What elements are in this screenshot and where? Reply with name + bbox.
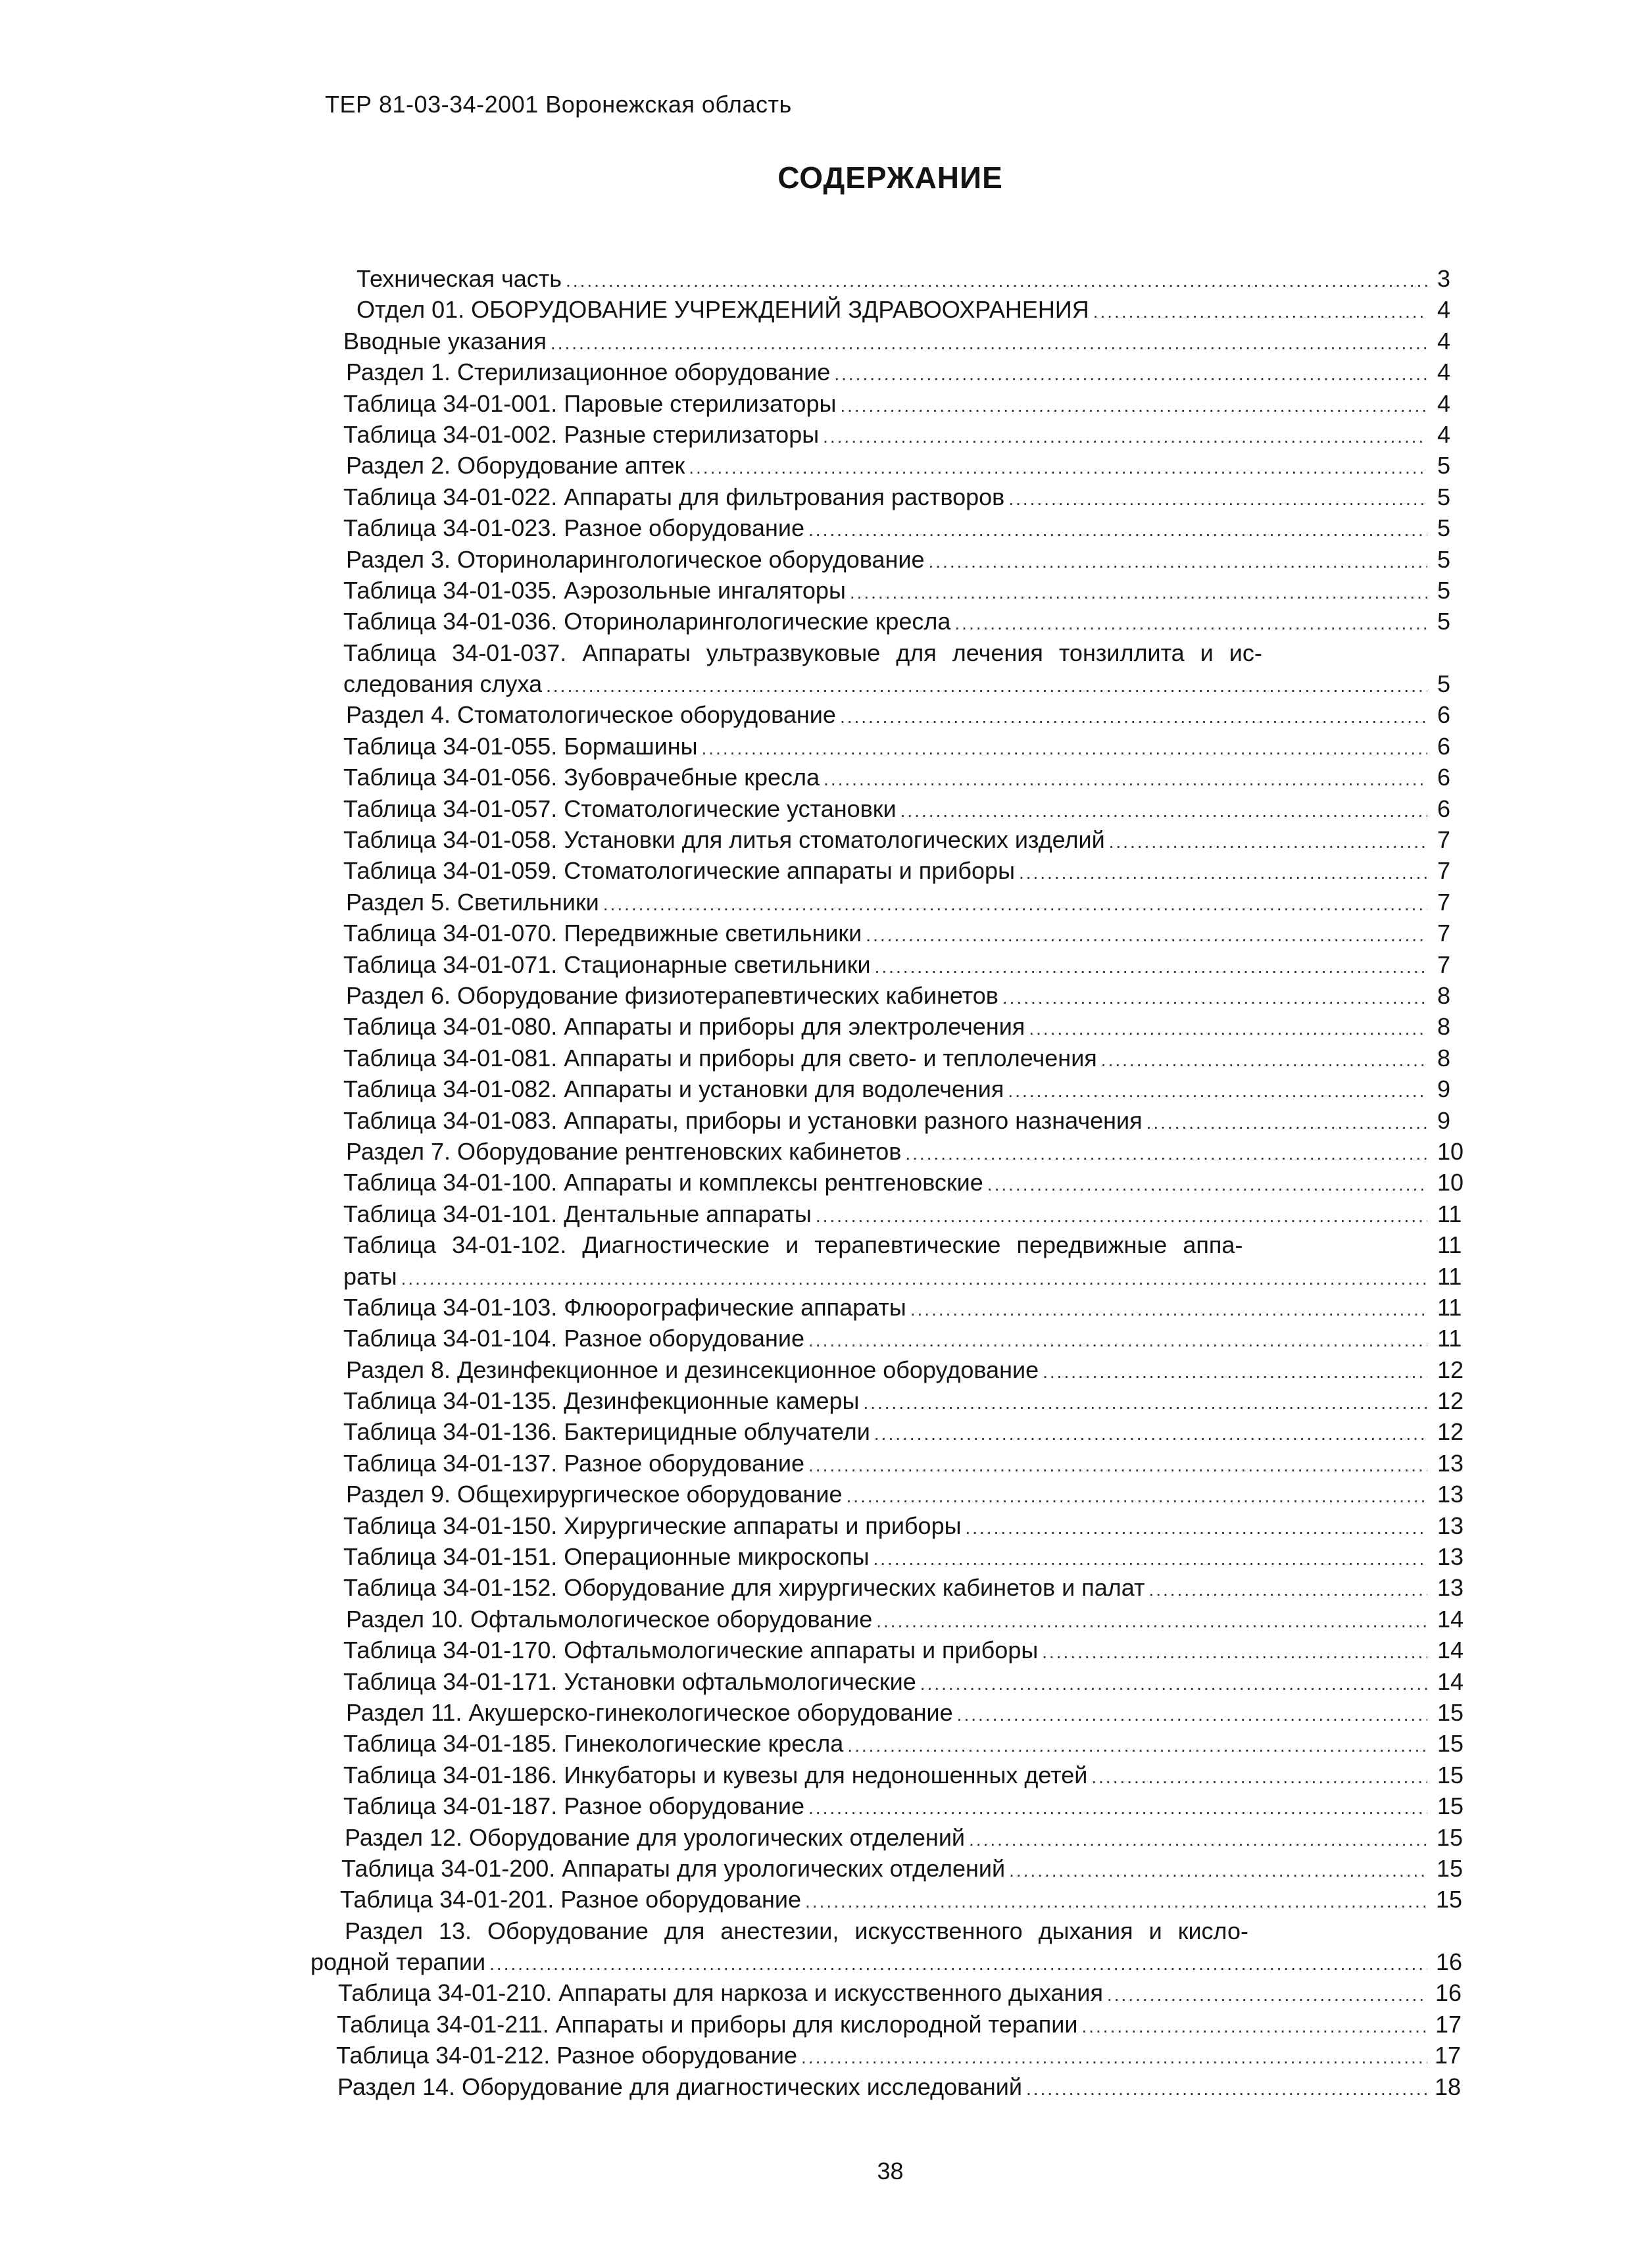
dot-leader	[987, 1169, 1427, 1200]
toc-entry[interactable]	[309, 2040, 1493, 2071]
toc-entry-page: 6	[1437, 762, 1483, 793]
toc-entry-page: 16	[1436, 1946, 1482, 1977]
toc-entry[interactable]	[309, 1541, 1493, 1572]
dot-leader	[808, 514, 1427, 545]
dot-leader	[808, 1792, 1427, 1823]
toc-entry-line	[309, 1915, 1493, 1946]
toc-entry[interactable]	[309, 668, 1493, 699]
toc-entry[interactable]	[309, 1635, 1493, 1665]
toc-entry-label: Таблица 34-01-002. Разные стерилизаторы	[343, 419, 823, 450]
toc-entry-page: 13	[1437, 1572, 1483, 1603]
toc-entry[interactable]	[309, 824, 1493, 855]
toc-entry-label: Отдел 01. ОБОРУДОВАНИЕ УЧРЕЖДЕНИЙ ЗДРАВООХРАНЕНИЯ	[357, 294, 1093, 325]
toc-entry-page: 5	[1437, 544, 1483, 575]
toc-entry-label: Раздел 12. Оборудование для урологических отделений	[345, 1822, 969, 1853]
toc-entry-page: 5	[1437, 668, 1483, 699]
toc-entry[interactable]	[309, 357, 1493, 387]
toc-entry-page: 7	[1437, 887, 1483, 918]
toc-entry[interactable]	[309, 762, 1493, 793]
toc-entry-label: Таблица 34-01-152. Оборудование для хирургических кабинетов и палат	[343, 1572, 1148, 1603]
toc-entry[interactable]	[309, 419, 1493, 450]
dot-leader	[834, 358, 1427, 389]
toc-entry-page: 7	[1437, 824, 1483, 855]
toc-entry[interactable]	[309, 1198, 1493, 1229]
toc-entry-page: 14	[1437, 1635, 1483, 1665]
dot-leader	[929, 546, 1428, 577]
dot-leader	[1146, 1107, 1427, 1138]
toc-entry-page: 5	[1437, 575, 1483, 606]
dot-leader	[546, 670, 1427, 701]
toc-entry-label: Раздел 11. Акушерско-гинекологическое оборудование	[346, 1697, 957, 1728]
toc-entry-label: Таблица 34-01-200. Аппараты для урологических отделений	[341, 1853, 1009, 1884]
toc-entry-page: 13	[1437, 1448, 1483, 1479]
toc-entry[interactable]	[309, 2009, 1493, 2040]
toc-entry[interactable]	[309, 388, 1493, 419]
toc-entry-label: Раздел 14. Оборудование для диагностических исследований	[337, 2071, 1026, 2102]
toc-entry-page: 4	[1437, 388, 1483, 419]
toc-entry-label: Таблица 34-01-210. Аппараты для наркоза и искусственного дыхания	[338, 1977, 1107, 2008]
toc-entry-page: 11	[1437, 1323, 1483, 1354]
dot-leader	[863, 1387, 1427, 1418]
toc-entry-page: 5	[1437, 481, 1483, 512]
toc-entry-page: 4	[1437, 294, 1483, 325]
toc-entry-page: 4	[1437, 326, 1483, 357]
toc-entry-page: 15	[1437, 1697, 1483, 1728]
dot-leader	[957, 1699, 1427, 1730]
toc-entry-page: 6	[1437, 731, 1483, 762]
toc-entry-page: 15	[1437, 1790, 1483, 1821]
toc-entry-page: 6	[1437, 699, 1483, 730]
document-header: ТЕР 81-03-34-2001 Воронежская область	[325, 91, 792, 118]
dot-leader	[840, 390, 1427, 421]
toc-entry-label: Таблица 34-01-080. Аппараты и приборы для электролечения	[343, 1011, 1029, 1042]
toc-entry-label: родной терапии	[310, 1946, 489, 1977]
toc-entry-label: Таблица 34-01-102. Диагностические и терапевтические передвижные аппа-	[343, 1231, 1243, 1259]
toc-entry-page: 8	[1437, 1011, 1483, 1042]
toc-entry-label: Таблица 34-01-171. Установки офтальмологические	[343, 1666, 920, 1697]
toc-entry[interactable]	[309, 1261, 1493, 1292]
toc-entry-label: Таблица 34-01-151. Операционные микроскопы	[343, 1541, 873, 1572]
dot-leader	[920, 1668, 1427, 1699]
dot-leader	[1009, 1855, 1427, 1886]
toc-entry-label: Таблица 34-01-150. Хирургические аппараты и приборы	[343, 1510, 965, 1541]
toc-entry[interactable]	[309, 918, 1493, 949]
toc-entry[interactable]	[309, 1728, 1493, 1759]
dot-leader	[965, 1512, 1427, 1543]
toc-entry[interactable]	[309, 575, 1493, 606]
toc-entry-page: 4	[1437, 357, 1483, 387]
dot-leader	[805, 1886, 1427, 1917]
toc-entry-label: Раздел 5. Светильники	[346, 887, 603, 918]
toc-entry-page: 15	[1437, 1853, 1483, 1884]
toc-entry-page: 7	[1437, 949, 1483, 980]
toc-entry[interactable]	[309, 1416, 1493, 1447]
dot-leader	[847, 1481, 1427, 1512]
toc-entry-page: 16	[1435, 1977, 1481, 2008]
toc-entry-page: 15	[1437, 1760, 1483, 1790]
toc-entry-label: Таблица 34-01-058. Установки для литья стоматологических изделий	[343, 824, 1109, 855]
toc-entry[interactable]	[309, 544, 1493, 575]
toc-entry-label: раты	[343, 1261, 401, 1292]
toc-entry-label: Таблица 34-01-103. Флюорографические аппараты	[343, 1292, 910, 1323]
toc-entry[interactable]	[309, 1790, 1493, 1821]
toc-entry-label: Раздел 13. Оборудование для анестезии, искусственного дыхания и кисло-	[345, 1917, 1248, 1944]
toc-entry[interactable]	[309, 980, 1493, 1011]
dot-leader	[816, 1200, 1427, 1231]
toc-entry[interactable]	[309, 793, 1493, 824]
toc-entry[interactable]	[309, 887, 1493, 918]
toc-entry-page: 5	[1437, 450, 1483, 481]
dot-leader	[905, 1138, 1427, 1169]
toc-entry-page: 9	[1437, 1073, 1483, 1104]
toc-entry-label: Таблица 34-01-137. Разное оборудование	[343, 1448, 808, 1479]
dot-leader	[701, 733, 1427, 764]
toc-entry[interactable]	[309, 1884, 1493, 1915]
toc-entry[interactable]	[309, 1479, 1493, 1510]
toc-entry[interactable]	[309, 1011, 1493, 1042]
toc-entry-page: 17	[1435, 2009, 1481, 2040]
toc-entry-label: Таблица 34-01-071. Стационарные светильники	[343, 949, 875, 980]
dot-leader	[910, 1294, 1427, 1325]
dot-leader	[1093, 296, 1427, 327]
toc-entry[interactable]	[309, 1448, 1493, 1479]
toc-entry-line	[309, 637, 1493, 668]
toc-entry[interactable]	[309, 1572, 1493, 1603]
toc-entry-label: Раздел 4. Стоматологическое оборудование	[346, 699, 840, 730]
dot-leader	[1107, 1979, 1427, 2010]
toc-entry-label: Таблица 34-01-212. Разное оборудование	[336, 2040, 801, 2071]
toc-entry-page: 5	[1437, 512, 1483, 543]
dot-leader	[801, 2042, 1427, 2073]
toc-entry[interactable]	[309, 1977, 1493, 2008]
toc-entry-label: Раздел 2. Оборудование аптек	[346, 450, 689, 481]
toc-entry-label: Таблица 34-01-082. Аппараты и установки для водолечения	[343, 1073, 1008, 1104]
toc-entry-label: Таблица 34-01-059. Стоматологические аппараты и приборы	[343, 855, 1019, 886]
dot-leader	[873, 1543, 1427, 1574]
toc-entry-label: следования слуха	[343, 668, 546, 699]
dot-leader	[954, 608, 1427, 639]
dot-leader	[603, 889, 1427, 920]
dot-leader	[1008, 1075, 1427, 1106]
toc-entry[interactable]	[309, 1167, 1493, 1198]
toc-entry-label: Таблица 34-01-101. Дентальные аппараты	[343, 1198, 816, 1229]
toc-entry[interactable]	[309, 1354, 1493, 1385]
toc-entry-page: 8	[1437, 1043, 1483, 1073]
toc-entry[interactable]	[309, 1510, 1493, 1541]
toc-entry[interactable]	[309, 731, 1493, 762]
toc-entry-page: 14	[1437, 1666, 1483, 1697]
toc-entry-page: 13	[1437, 1541, 1483, 1572]
toc-entry-page: 10	[1437, 1167, 1483, 1198]
toc-entry-line	[309, 1229, 1493, 1260]
toc-entry-page: 12	[1437, 1354, 1483, 1385]
toc-entry-label: Раздел 8. Дезинфекционное и дезинсекционное оборудование	[346, 1354, 1043, 1385]
dot-leader	[875, 951, 1427, 982]
dot-leader	[969, 1824, 1427, 1855]
toc-entry-label: Таблица 34-01-185. Гинекологические кресла	[343, 1728, 847, 1759]
toc-entry-label: Раздел 6. Оборудование физиотерапевтических кабинетов	[346, 980, 1002, 1011]
table-of-contents	[309, 263, 1493, 2102]
toc-entry-page: 11	[1437, 1198, 1483, 1229]
dot-leader	[1148, 1574, 1427, 1605]
toc-entry[interactable]	[309, 1604, 1493, 1635]
toc-entry-page: 11	[1437, 1292, 1483, 1323]
toc-entry-page: 15	[1436, 1884, 1482, 1915]
toc-entry[interactable]	[309, 949, 1493, 980]
dot-leader	[1029, 1013, 1427, 1044]
dot-leader	[823, 421, 1427, 452]
toc-entry-page: 9	[1437, 1105, 1483, 1136]
toc-entry-page: 7	[1437, 918, 1483, 949]
toc-entry-label: Таблица 34-01-001. Паровые стерилизаторы	[343, 388, 840, 419]
toc-entry-label: Таблица 34-01-135. Дезинфекционные камеры	[343, 1385, 863, 1416]
toc-entry-label: Таблица 34-01-036. Оториноларингологические кресла	[343, 606, 954, 637]
toc-entry-label: Таблица 34-01-023. Разное оборудование	[343, 512, 808, 543]
toc-entry-page: 7	[1437, 855, 1483, 886]
dot-leader	[808, 1325, 1427, 1356]
dot-leader	[847, 1730, 1427, 1761]
toc-entry-page: 15	[1437, 1728, 1483, 1759]
toc-entry-label: Раздел 3. Оториноларингологическое оборудование	[346, 544, 929, 575]
toc-entry[interactable]	[309, 263, 1493, 294]
toc-entry-page: 12	[1437, 1385, 1483, 1416]
dot-leader	[874, 1418, 1427, 1449]
toc-entry-page: 8	[1437, 980, 1483, 1011]
toc-entry[interactable]	[309, 326, 1493, 357]
dot-leader	[808, 1450, 1427, 1481]
toc-entry[interactable]	[309, 1105, 1493, 1136]
toc-entry-page: 17	[1435, 2040, 1481, 2071]
toc-entry-page: 4	[1437, 419, 1483, 450]
dot-leader	[1091, 1762, 1427, 1792]
toc-entry-label: Раздел 9. Общехирургическое оборудование	[346, 1479, 847, 1510]
toc-entry[interactable]	[309, 1822, 1493, 1853]
toc-entry-label: Таблица 34-01-170. Офтальмологические аппараты и приборы	[343, 1635, 1042, 1665]
dot-leader	[1019, 857, 1427, 888]
dot-leader	[866, 920, 1427, 950]
toc-entry-page: 15	[1437, 1822, 1483, 1853]
dot-leader	[1002, 982, 1427, 1013]
dot-leader	[551, 328, 1427, 358]
dot-leader	[1081, 2011, 1427, 2042]
toc-entry-page: 18	[1435, 2071, 1481, 2102]
toc-entry[interactable]	[309, 294, 1493, 325]
toc-entry-label: Раздел 7. Оборудование рентгеновских кабинетов	[346, 1136, 905, 1167]
dot-leader	[850, 577, 1427, 608]
toc-entry-page: 14	[1437, 1604, 1483, 1635]
dot-leader	[876, 1606, 1427, 1637]
toc-entry-label: Таблица 34-01-035. Аэрозольные ингаляторы	[343, 575, 850, 606]
toc-entry[interactable]	[309, 699, 1493, 730]
dot-leader	[1042, 1637, 1427, 1667]
toc-entry-label: Таблица 34-01-070. Передвижные светильники	[343, 918, 866, 949]
toc-entry[interactable]	[309, 1385, 1493, 1416]
toc-entry-label: Вводные указания	[343, 326, 551, 357]
toc-entry[interactable]	[309, 1760, 1493, 1790]
page-number: 38	[877, 2157, 904, 2184]
dot-leader	[489, 1948, 1427, 1979]
toc-entry-label: Таблица 34-01-037. Аппараты ультразвуковые для лечения тонзиллита и ис-	[343, 639, 1262, 666]
toc-entry-page: 12	[1437, 1416, 1483, 1447]
toc-entry-page: 13	[1437, 1510, 1483, 1541]
toc-entry-label: Раздел 10. Офтальмологическое оборудование	[346, 1604, 876, 1635]
dot-leader	[1101, 1045, 1427, 1075]
toc-entry-page: 6	[1437, 793, 1483, 824]
toc-entry-label: Таблица 34-01-057. Стоматологические установки	[343, 793, 900, 824]
toc-entry-label: Таблица 34-01-100. Аппараты и комплексы рентгеновские	[343, 1167, 987, 1198]
toc-entry[interactable]	[309, 1292, 1493, 1323]
toc-entry-label: Таблица 34-01-186. Инкубаторы и кувезы для недоношенных детей	[343, 1760, 1091, 1790]
toc-entry-label: Таблица 34-01-055. Бормашины	[343, 731, 701, 762]
dot-leader	[401, 1263, 1427, 1294]
toc-entry-page: 11	[1437, 1229, 1483, 1260]
dot-leader	[1008, 483, 1427, 514]
toc-entry[interactable]	[309, 1946, 1493, 1977]
toc-entry[interactable]	[309, 1073, 1493, 1104]
toc-entry[interactable]	[309, 1697, 1493, 1728]
dot-leader	[840, 701, 1427, 732]
toc-entry-page: 13	[1437, 1479, 1483, 1510]
toc-entry-label: Таблица 34-01-136. Бактерицидные облучатели	[343, 1416, 874, 1447]
toc-entry[interactable]	[309, 512, 1493, 543]
toc-entry-label: Таблица 34-01-081. Аппараты и приборы для свето- и теплолечения	[343, 1043, 1101, 1073]
dot-leader	[824, 764, 1427, 795]
toc-entry[interactable]	[309, 450, 1493, 481]
toc-entry-label: Таблица 34-01-022. Аппараты для фильтрования растворов	[343, 481, 1008, 512]
dot-leader	[566, 265, 1427, 296]
toc-entry-label: Техническая часть	[357, 263, 566, 294]
dot-leader	[689, 452, 1427, 483]
toc-entry[interactable]	[309, 1666, 1493, 1697]
toc-entry-page: 5	[1437, 606, 1483, 637]
dot-leader	[1109, 826, 1427, 857]
toc-entry[interactable]	[309, 1136, 1493, 1167]
toc-entry-label: Раздел 1. Стерилизационное оборудование	[346, 357, 834, 387]
page-title: СОДЕРЖАНИЕ	[777, 160, 1003, 195]
toc-entry-page: 3	[1437, 263, 1483, 294]
toc-entry-label: Таблица 34-01-056. Зубоврачебные кресла	[343, 762, 824, 793]
toc-entry[interactable]	[309, 1853, 1493, 1884]
toc-entry[interactable]	[309, 1323, 1493, 1354]
toc-entry-label: Таблица 34-01-201. Разное оборудование	[340, 1884, 805, 1915]
dot-leader	[1043, 1356, 1427, 1387]
toc-entry-label: Таблица 34-01-083. Аппараты, приборы и установки разного назначения	[343, 1105, 1146, 1136]
dot-leader	[1026, 2073, 1427, 2104]
toc-entry-label: Таблица 34-01-187. Разное оборудование	[343, 1790, 808, 1821]
toc-entry-label: Таблица 34-01-211. Аппараты и приборы для кислородной терапии	[337, 2009, 1081, 2040]
toc-entry[interactable]	[309, 2071, 1493, 2102]
toc-entry[interactable]	[309, 855, 1493, 886]
toc-entry[interactable]	[309, 481, 1493, 512]
toc-entry-page: 10	[1437, 1136, 1483, 1167]
dot-leader	[900, 795, 1427, 826]
toc-entry[interactable]	[309, 1043, 1493, 1073]
toc-entry-page: 11	[1437, 1261, 1483, 1292]
toc-entry[interactable]	[309, 606, 1493, 637]
toc-entry-label: Таблица 34-01-104. Разное оборудование	[343, 1323, 808, 1354]
